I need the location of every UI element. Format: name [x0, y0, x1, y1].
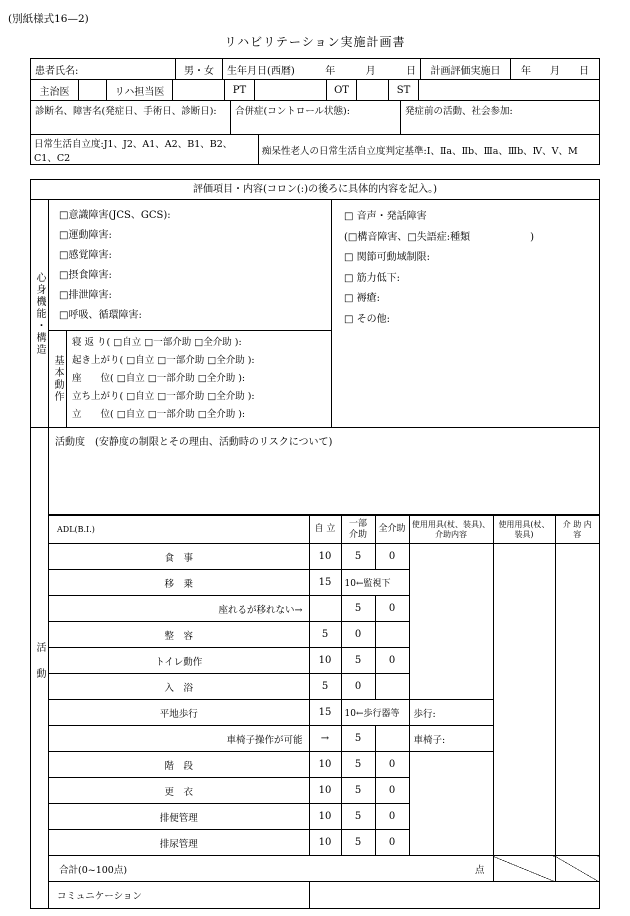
plan-date-label: 計画評価実施日 [430, 65, 501, 77]
complication-cell [231, 101, 401, 134]
plan-date-value-cell [511, 59, 599, 79]
adl-table [49, 515, 599, 908]
adl-total-row [49, 856, 599, 882]
pt-value-cell [255, 80, 327, 100]
birthdate-cell [223, 59, 421, 79]
doctor-label: 主治医 [39, 86, 70, 98]
sex-cell [176, 59, 223, 79]
daily-life-independence-cell [31, 135, 259, 164]
adl-communication-value-cell [309, 882, 599, 908]
plan-month-label: 月 [550, 65, 560, 77]
basic-actions-label: 基本動作 [52, 355, 63, 403]
mind-body-left-column [49, 200, 332, 427]
adl-header-assist-detail: 介 助 内 容 [555, 516, 599, 544]
checkbox-eating-impairment: □摂食障害: [59, 270, 112, 281]
basic-actions-label-strip [49, 331, 67, 427]
complication-label: 合併症(コントロール状態): [235, 106, 350, 117]
mind-body-right-column [332, 200, 599, 427]
ot-value-cell [357, 80, 389, 100]
page-title: リハビリテーション実施計画書 [224, 35, 406, 49]
adl-row-stairs: 階 段 10 5 0 [49, 752, 599, 778]
checkbox-excretion-impairment: □排泄障害: [59, 290, 112, 301]
checkbox-range-of-motion-limit: □ 関節可動域制限: [344, 252, 430, 263]
patient-name-label: 患者氏名: [35, 65, 79, 77]
form-body [30, 58, 600, 909]
basic-actions-box [49, 330, 331, 427]
basic-action-standing-up: 立ち上がり( □自立 □一部介助 □全介助 ): [72, 391, 255, 402]
activity-section-label: 活動 [34, 641, 45, 694]
adl-communication-row [49, 882, 599, 908]
adl-row-wheelchair: 車椅子操作が可能 → 5 車椅子: [49, 726, 599, 752]
form-number: (別紙様式16—2) [8, 13, 89, 25]
adl-row-grooming: 整 容 5 0 [49, 622, 599, 648]
activity-level-note: 活動度 (安静度の制限とその理由、活動時のリスクについて) [49, 428, 599, 515]
adl-communication-label: コミュニケーション [49, 882, 309, 908]
patient-row [31, 59, 599, 80]
checkbox-muscle-weakness: □ 筋力低下: [344, 272, 400, 284]
adl-row-sit-no-transfer: 座れるが移れない→ 5 0 [49, 596, 599, 622]
adl-row-bladder: 排尿管理 10 5 0 [49, 830, 599, 856]
mind-body-section-label: 心身機能・構造 [34, 271, 45, 356]
ot-label-cell [327, 80, 357, 100]
adl-row-dressing: 更 衣 10 5 0 [49, 778, 599, 804]
birth-day-label: 日 [405, 65, 416, 77]
evaluation-box [30, 179, 600, 909]
adl-total-label: 合計(0~100点) [59, 864, 128, 876]
basic-action-sitting: 座 位( □自立 □一部介助 □全介助 ): [72, 373, 246, 384]
adl-wheelchair-tool-cell: 車椅子: [409, 726, 493, 752]
patient-name-cell [31, 59, 176, 79]
rehab-doctor-label: リハ担当医 [114, 86, 165, 98]
checkbox-respiration-circulation-impairment: □呼吸、循環障害: [59, 310, 142, 321]
diagnosis-cell [31, 101, 231, 134]
basic-action-rolling-over: 寝 返 り( □自立 □一部介助 □全介助 ): [72, 337, 242, 348]
plan-day-label: 日 [579, 65, 589, 77]
checkbox-voice-speech-impairment: □ 音声・発話障害 [344, 211, 427, 222]
daily-life-independence-label: 日常生活自立度:J1、J2、A1、A2、B1、B2、C1、C2 [34, 138, 233, 164]
adl-row-eating: 食 事 10 5 0 [49, 544, 599, 570]
dementia-scale-label: 痴呆性老人の日常生活自立度判定基準:Ⅰ、Ⅱa、Ⅱb、Ⅲa、Ⅲb、Ⅳ、Ⅴ、M [262, 145, 578, 157]
birth-year-label: 年 [325, 65, 336, 77]
st-label: ST [396, 84, 411, 96]
adl-header-tools-assist-detail: 使用用具(杖、装具)、介助内容 [409, 516, 493, 544]
checkbox-other: □ その他: [344, 313, 390, 325]
rehab-doctor-value-cell [173, 80, 225, 100]
activity-content [49, 428, 599, 908]
doctor-value-cell [79, 80, 107, 100]
adl-row-walking: 平地歩行 15 10←歩行器等 歩行: [49, 700, 599, 726]
adl-header-item: ADL(B.I.) [49, 516, 309, 544]
adl-total-unit: 点 [474, 864, 485, 876]
adl-row-bathing: 入 浴 5 0 [49, 674, 599, 700]
doctor-label-cell [31, 80, 79, 100]
checkbox-pressure-ulcer: □ 褥瘡: [344, 293, 380, 304]
activity-section [31, 428, 599, 908]
basic-action-getting-up: 起き上がり( □自立 □一部介助 □全介助 ): [72, 355, 255, 366]
plan-date-cell [421, 59, 511, 79]
checkbox-consciousness-impairment: □意識障害(JCS、GCS): [59, 210, 171, 221]
adl-total-cell [49, 856, 493, 882]
pt-label-cell [225, 80, 255, 100]
adl-total-assist-na-cell [555, 856, 599, 882]
basic-action-standing: 立 位( □自立 □一部介助 □全介助 ): [72, 409, 246, 420]
adl-tools-column-cell [493, 544, 555, 856]
sex-label: 男・女 [184, 65, 214, 77]
evaluation-header: 評価項目・内容(コロン(:)の後ろに具体的内容を記入。) [31, 180, 599, 200]
adl-assist-column-cell [555, 544, 599, 856]
adl-tools-cell-upper [409, 544, 493, 700]
adl-row-transfer: 移 乗 15 10←監視下 [49, 570, 599, 596]
adl-header-row [49, 516, 599, 544]
pt-label: PT [232, 84, 247, 96]
pre-onset-label: 発症前の活動、社会参加: [405, 106, 513, 117]
st-value-cell [419, 80, 599, 100]
activity-section-label-strip [31, 428, 49, 908]
independence-row [31, 135, 599, 164]
impairment-checkbox-list [49, 200, 331, 330]
adl-header-full-assist: 全介助 [375, 516, 409, 544]
adl-header-independent: 自 立 [309, 516, 341, 544]
adl-header-partial-assist: 一部介助 [341, 516, 375, 544]
dementia-scale-cell [259, 135, 599, 164]
birth-month-label: 月 [365, 65, 376, 77]
diagnosis-label: 診断名、障害名(発症日、手術日、診断日): [35, 106, 217, 117]
header-box [30, 58, 600, 165]
adl-tools-cell-lower [409, 752, 493, 856]
birthdate-label: 生年月日(西暦) [227, 65, 295, 77]
adl-total-tools-na-cell [493, 856, 555, 882]
diagnosis-row [31, 101, 599, 135]
checkbox-articulation-aphasia: (□構音障害、□失語症:種類 ) [344, 231, 535, 243]
mind-body-section [31, 200, 599, 428]
plan-year-label: 年 [521, 65, 531, 77]
staff-row [31, 80, 599, 101]
adl-row-bowel: 排便管理 10 5 0 [49, 804, 599, 830]
adl-row-toilet: トイレ動作 10 5 0 [49, 648, 599, 674]
adl-header-tools: 使用用具(杖、装具) [493, 516, 555, 544]
basic-actions-rows [67, 331, 255, 427]
mind-body-section-label-strip [31, 200, 49, 427]
adl-walking-tool-cell: 歩行: [409, 700, 493, 726]
checkbox-sensory-impairment: □感覚障害: [59, 250, 112, 261]
rehab-doctor-label-cell [107, 80, 173, 100]
checkbox-motor-impairment: □運動障害: [59, 230, 112, 241]
ot-label: OT [334, 84, 349, 96]
st-label-cell [389, 80, 419, 100]
pre-onset-cell [401, 101, 599, 134]
